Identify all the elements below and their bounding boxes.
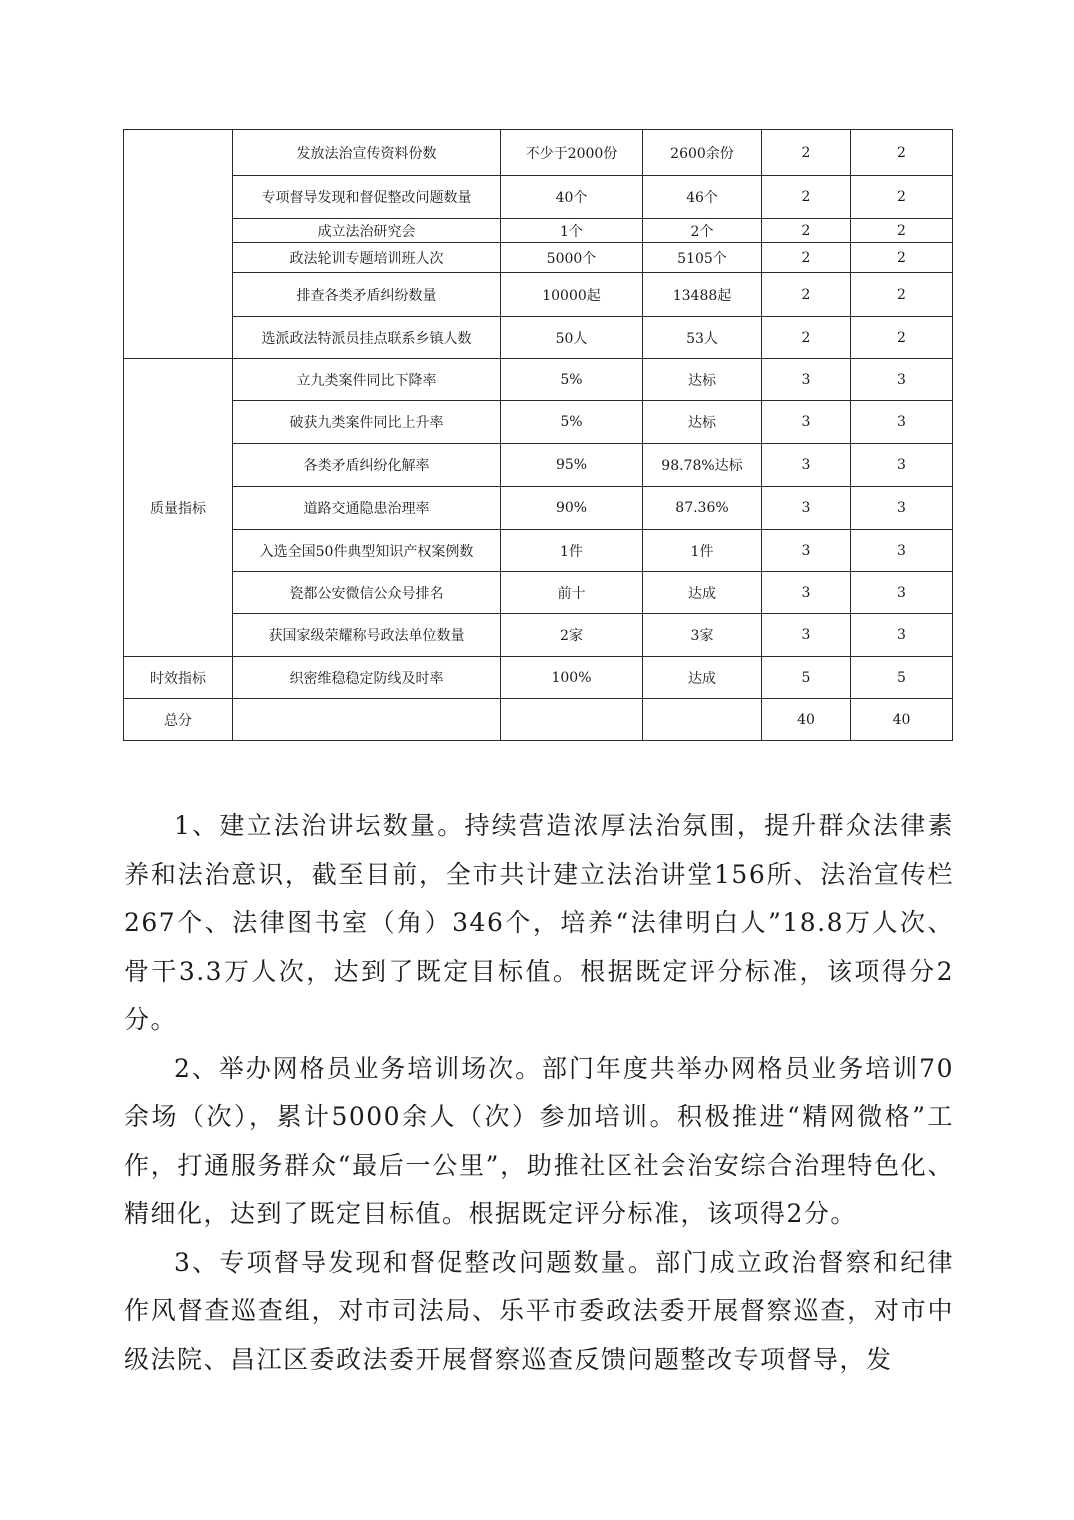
- target-value-cell: 前十: [501, 572, 643, 614]
- target-value-cell: 1件: [501, 530, 643, 572]
- target-value-cell: 2家: [501, 614, 643, 657]
- weight-cell: 2: [762, 317, 851, 359]
- actual-value-cell: 3家: [643, 614, 762, 657]
- target-value-cell: 90%: [501, 487, 643, 530]
- table-row: [124, 401, 953, 444]
- weight-cell: 2: [762, 176, 851, 219]
- table-row: [124, 444, 953, 487]
- weight-cell: 2: [762, 273, 851, 317]
- indicator-name-cell: 道路交通隐患治理率: [233, 487, 501, 530]
- table-row: [124, 273, 953, 317]
- target-value-cell: 100%: [501, 657, 643, 699]
- score-cell: 3: [851, 444, 953, 487]
- category-cell: [124, 130, 233, 359]
- score-cell: 2: [851, 273, 953, 317]
- actual-value-cell: 13488起: [643, 273, 762, 317]
- total-score-cell: 40: [851, 699, 953, 741]
- indicator-name-cell: 瓷都公安微信公众号排名: [233, 572, 501, 614]
- empty-cell: [501, 699, 643, 741]
- actual-value-cell: 1件: [643, 530, 762, 572]
- score-cell: 3: [851, 487, 953, 530]
- category-cell: 时效指标: [124, 657, 233, 699]
- weight-cell: 3: [762, 401, 851, 444]
- actual-value-cell: 5105个: [643, 243, 762, 273]
- indicator-name-cell: 入选全国50件典型知识产权案例数: [233, 530, 501, 572]
- paragraph-2: 2、举办网格员业务培训场次。部门年度共举办网格员业务培训70余场（次），累计5000余人（次）参加培训。积极推进“精网微格”工作，打通服务群众“最后一公里”，助推社区社会治安综合治理特色化、精细化，达到了既定目标值。根据既定评分标准，该项得2分。: [124, 1053, 954, 1228]
- indicator-name-cell: 立九类案件同比下降率: [233, 359, 501, 401]
- paragraph-1: 1、建立法治讲坛数量。持续营造浓厚法治氛围，提升群众法律素养和法治意识，截至目前，全市共计建立法治讲堂156所、法治宣传栏267个、法律图书室（角）346个，培养“法律明白人”18.8万人次、骨干3.3万人次，达到了既定目标值。根据既定评分标准，该项得分2分。: [124, 811, 954, 1034]
- score-cell: 3: [851, 359, 953, 401]
- score-cell: 3: [851, 614, 953, 657]
- table-row: [124, 317, 953, 359]
- weight-cell: 3: [762, 444, 851, 487]
- indicator-name-cell: 政法轮训专题培训班人次: [233, 243, 501, 273]
- weight-cell: 3: [762, 572, 851, 614]
- empty-cell: [233, 699, 501, 741]
- table-row: [124, 243, 953, 273]
- total-label-cell: 总分: [124, 699, 233, 741]
- actual-value-cell: 2600余份: [643, 130, 762, 176]
- score-cell: 3: [851, 572, 953, 614]
- target-value-cell: 5000个: [501, 243, 643, 273]
- actual-value-cell: 达标: [643, 359, 762, 401]
- score-cell: 2: [851, 130, 953, 176]
- indicator-name-cell: 发放法治宣传资料份数: [233, 130, 501, 176]
- score-cell: 5: [851, 657, 953, 699]
- indicator-name-cell: 获国家级荣耀称号政法单位数量: [233, 614, 501, 657]
- performance-score-table: [123, 129, 953, 741]
- score-cell: 2: [851, 243, 953, 273]
- indicator-name-cell: 排查各类矛盾纠纷数量: [233, 273, 501, 317]
- weight-cell: 2: [762, 130, 851, 176]
- total-row: [124, 699, 953, 741]
- table-row: [124, 176, 953, 219]
- table-row: [124, 487, 953, 530]
- total-weight-cell: 40: [762, 699, 851, 741]
- actual-value-cell: 达成: [643, 572, 762, 614]
- indicator-name-cell: 选派政法特派员挂点联系乡镇人数: [233, 317, 501, 359]
- indicator-name-cell: 各类矛盾纠纷化解率: [233, 444, 501, 487]
- table-row: [124, 614, 953, 657]
- indicator-name-cell: 成立法治研究会: [233, 219, 501, 243]
- actual-value-cell: 53人: [643, 317, 762, 359]
- table-row: [124, 657, 953, 699]
- body-text: [124, 802, 954, 1384]
- indicator-name-cell: 破获九类案件同比上升率: [233, 401, 501, 444]
- actual-value-cell: 2个: [643, 219, 762, 243]
- table-row: [124, 130, 953, 176]
- actual-value-cell: 87.36%: [643, 487, 762, 530]
- score-cell: 3: [851, 530, 953, 572]
- score-cell: 2: [851, 176, 953, 219]
- weight-cell: 3: [762, 487, 851, 530]
- target-value-cell: 5%: [501, 401, 643, 444]
- table-row: [124, 572, 953, 614]
- target-value-cell: 1个: [501, 219, 643, 243]
- target-value-cell: 50人: [501, 317, 643, 359]
- weight-cell: 3: [762, 359, 851, 401]
- target-value-cell: 5%: [501, 359, 643, 401]
- weight-cell: 3: [762, 614, 851, 657]
- weight-cell: 2: [762, 243, 851, 273]
- score-cell: 2: [851, 317, 953, 359]
- table-row: [124, 530, 953, 572]
- target-value-cell: 不少于2000份: [501, 130, 643, 176]
- actual-value-cell: 46个: [643, 176, 762, 219]
- table-row: [124, 219, 953, 243]
- indicator-name-cell: 专项督导发现和督促整改问题数量: [233, 176, 501, 219]
- weight-cell: 3: [762, 530, 851, 572]
- target-value-cell: 10000起: [501, 273, 643, 317]
- actual-value-cell: 达标: [643, 401, 762, 444]
- empty-cell: [643, 699, 762, 741]
- table-row: [124, 359, 953, 401]
- target-value-cell: 95%: [501, 444, 643, 487]
- weight-cell: 2: [762, 219, 851, 243]
- actual-value-cell: 达成: [643, 657, 762, 699]
- score-cell: 3: [851, 401, 953, 444]
- category-cell: 质量指标: [124, 359, 233, 657]
- target-value-cell: 40个: [501, 176, 643, 219]
- indicator-name-cell: 织密维稳稳定防线及时率: [233, 657, 501, 699]
- score-cell: 2: [851, 219, 953, 243]
- actual-value-cell: 98.78%达标: [643, 444, 762, 487]
- weight-cell: 5: [762, 657, 851, 699]
- paragraph-3: 3、专项督导发现和督促整改问题数量。部门成立政治督察和纪律作风督查巡查组，对市司法局、乐平市委政法委开展督察巡查，对市中级法院、昌江区委政法委开展督察巡查反馈问题整改专项督导，发: [124, 1247, 954, 1374]
